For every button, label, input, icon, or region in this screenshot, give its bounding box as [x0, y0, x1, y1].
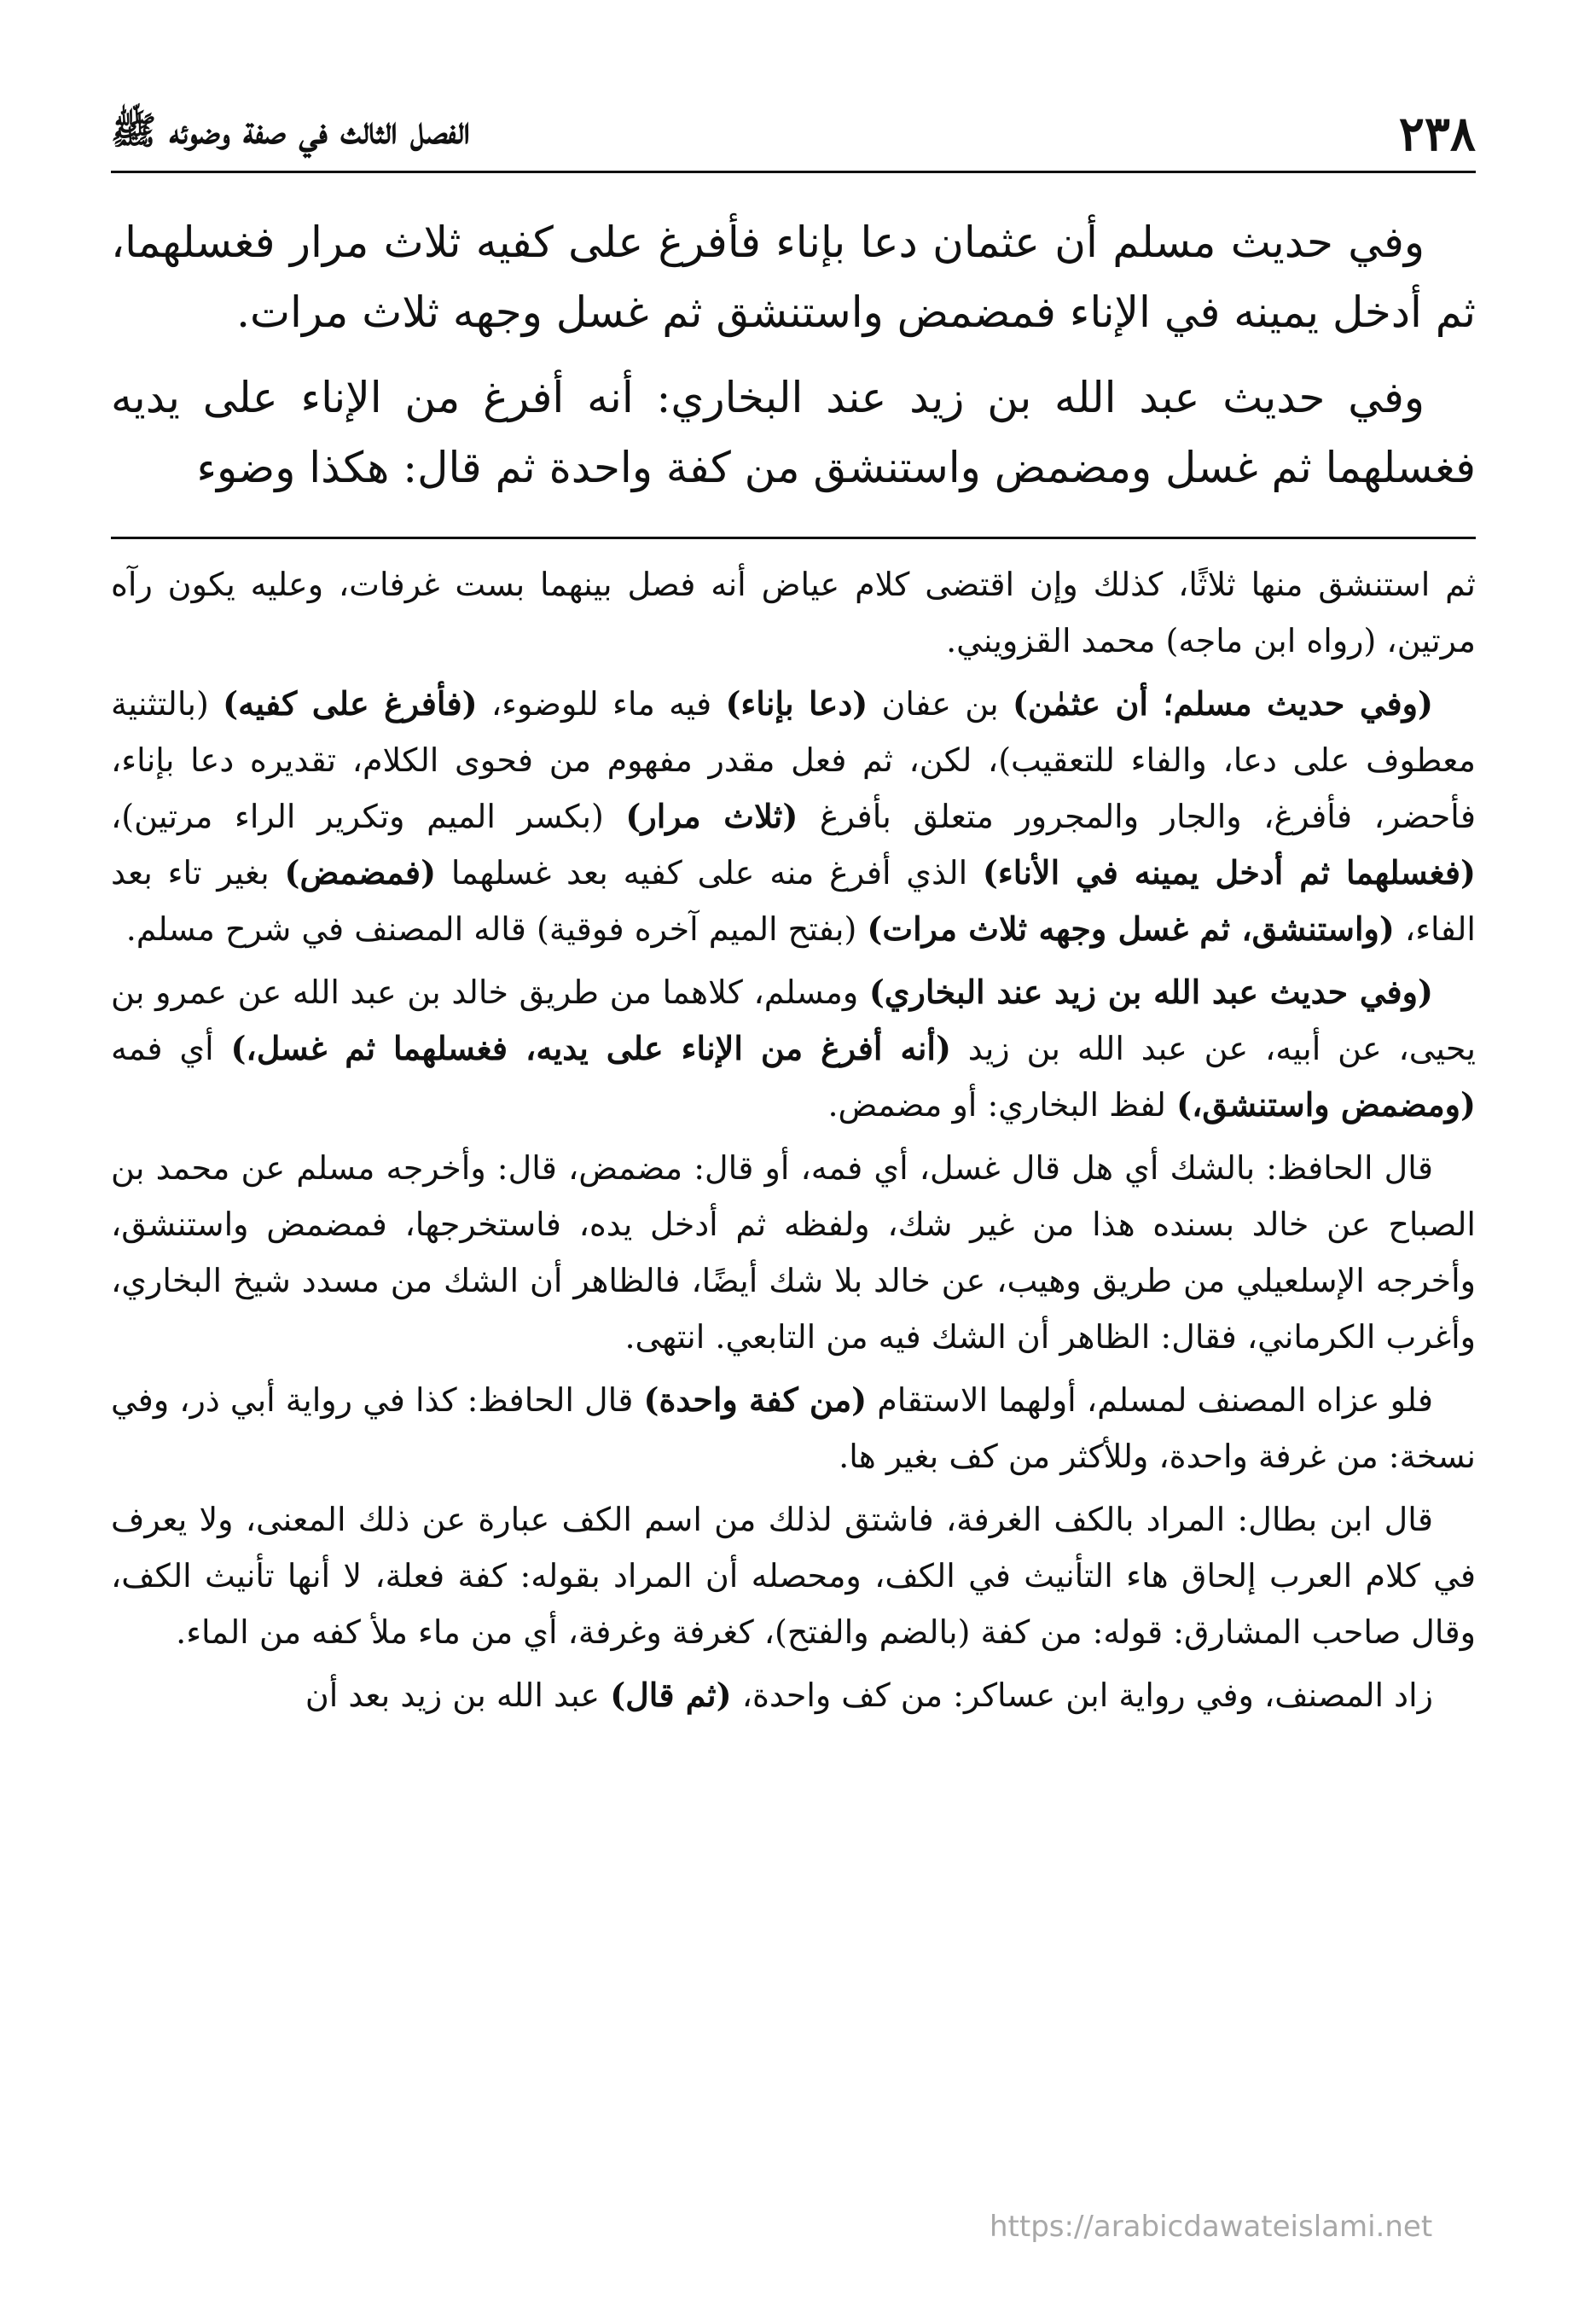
commentary-text-span: (بالتثنية معطوف على دعا، والفاء للتعقيب)، لكن، ثم فعل مقدر مفهوم من فحوى الكلام، تقديره دعا بإناء، فأحضر، فأفرغ، والجار والمجرور متعلق بأفرغ — [111, 685, 1477, 835]
commentary-text-span: بغير تاء بعد الفاء، — [111, 854, 1476, 948]
watermark-url: https://arabicdawateislami.net — [990, 2210, 1433, 2244]
commentary-text-span: (بكسر الميم وتكرير الراء مرتين)، — [111, 798, 626, 835]
footnote-separator — [111, 537, 1476, 539]
quoted-text: (وفي حديث مسلم؛ أن عثمٰن) — [1013, 684, 1433, 723]
commentary-text-span: فلو عزاه المصنف لمسلم، أولهما الاستقام — [867, 1381, 1434, 1419]
commentary-text-span: بن عفان — [868, 685, 1013, 723]
page-number: ٢٣٨ — [1398, 106, 1476, 162]
commentary-text-span: فيه ماء للوضوء، — [477, 685, 726, 723]
commentary-paragraph — [111, 676, 1476, 957]
commentary-paragraph — [111, 964, 1476, 1133]
quoted-text: (من كفة واحدة) — [643, 1380, 868, 1419]
commentary-text-span: زاد المصنف، وفي رواية ابن عساكر: من كف واحدة، — [731, 1676, 1433, 1714]
quoted-text: (أنه أفرغ من الإناء على يديه، فغسلهما ثم غسل،) — [230, 1029, 951, 1067]
commentary-text-span: ومسلم، كلاهما من طريق خالد بن عبد الله عن عمرو بن يحيى، عن أبيه، عن عبد الله بن زيد — [111, 973, 1476, 1067]
quoted-text: (ومضمض واستنشق،) — [1176, 1085, 1476, 1124]
commentary-text-span: (بفتح الميم آخره فوقية) قاله المصنف في شرح مسلم. — [125, 910, 868, 948]
page-header — [111, 77, 1476, 173]
commentary-text-span: لفظ البخاري: أو مضمض. — [827, 1086, 1177, 1124]
commentary-text-span: قال الحافظ: كذا في رواية أبي ذر، وفي نسخة: من غرفة واحدة، وللأكثر من كف بغير ها. — [111, 1381, 1476, 1475]
commentary-paragraph: ثم استنشق منها ثلاثًا، كذلك وإن اقتضى كلام عياض أنه فصل بينهما بست غرفات، وعليه يكون رآه مرتين، (رواه ابن ماجه) محمد القزويني. — [111, 566, 1476, 659]
quoted-text: (وفي حديث عبد الله بن زيد عند البخاري) — [868, 973, 1433, 1011]
main-paragraph: وفي حديث عبد الله بن زيد عند البخاري: أنه أفرغ من الإناء على يديه فغسلهما ثم غسل ومضمض واستنشق من كفة واحدة ثم قال: هكذا وضوء — [111, 373, 1476, 492]
quoted-text: (فمضمض) — [284, 853, 437, 892]
quoted-text: (واستنشق، ثم غسل وجهه ثلاث مرات) — [867, 909, 1395, 948]
commentary-text-span: الذي أفرغ منه على كفيه بعد غسلهما — [436, 854, 983, 892]
commentary-paragraph: قال الحافظ: بالشك أي هل قال غسل، أي فمه، أو قال: مضمض، قال: وأخرجه مسلم عن محمد بن الصباح عن خالد بسنده هذا من غير شك، ولفظه ثم أدخل يده، فاستخرجها، فمضمض واستنشق، وأخرجه الإسلعيلي من طريق وهيب، عن خالد بلا شك أيضًا، فالظاهر أن الشك من مسدد شيخ البخاري، وأغرب الكرماني، فقال: الظاهر أن الشك فيه من التابعي. انتهى. — [111, 1149, 1476, 1356]
quoted-text: (ثلاث مرار) — [625, 797, 798, 835]
commentary-text-span: عبد الله بن زيد بعد أن — [305, 1676, 611, 1714]
commentary-paragraph — [111, 1667, 1476, 1723]
quoted-text: (دعا بإناء) — [725, 684, 868, 723]
book-page — [111, 77, 1476, 1730]
quoted-text: (ثم قال) — [610, 1676, 732, 1714]
running-title: الفصل الثالث في صفة وضوئه ﷺ — [111, 109, 470, 153]
main-text — [111, 207, 1476, 503]
commentary-text — [111, 556, 1476, 1723]
quoted-text: (فأفرغ على كفيه) — [223, 684, 478, 723]
quoted-text: (فغسلهما ثم أدخل يمينه في الأناء) — [982, 853, 1476, 892]
commentary-paragraph — [111, 1372, 1476, 1484]
commentary-text-span: أي فمه — [111, 1030, 231, 1067]
commentary-paragraph: قال ابن بطال: المراد بالكف الغرفة، فاشتق لذلك من اسم الكف عبارة عن ذلك المعنى، ولا يعرف في كلام العرب إلحاق هاء التأنيث في الكف، ومحصله أن المراد بقوله: كفة فعلة، لا أنها تأنيث الكف، وقال صاحب المشارق: قوله: من كفة (بالضم والفتح)، كغرفة وغرفة، أي من ماء ملأ كفه من الماء. — [111, 1501, 1476, 1651]
main-paragraph: وفي حديث مسلم أن عثمان دعا بإناء فأفرغ على كفيه ثلاث مرار فغسلهما، ثم أدخل يمينه في الإناء فمضمض واستنشق ثم غسل وجهه ثلاث مرات. — [111, 218, 1476, 337]
